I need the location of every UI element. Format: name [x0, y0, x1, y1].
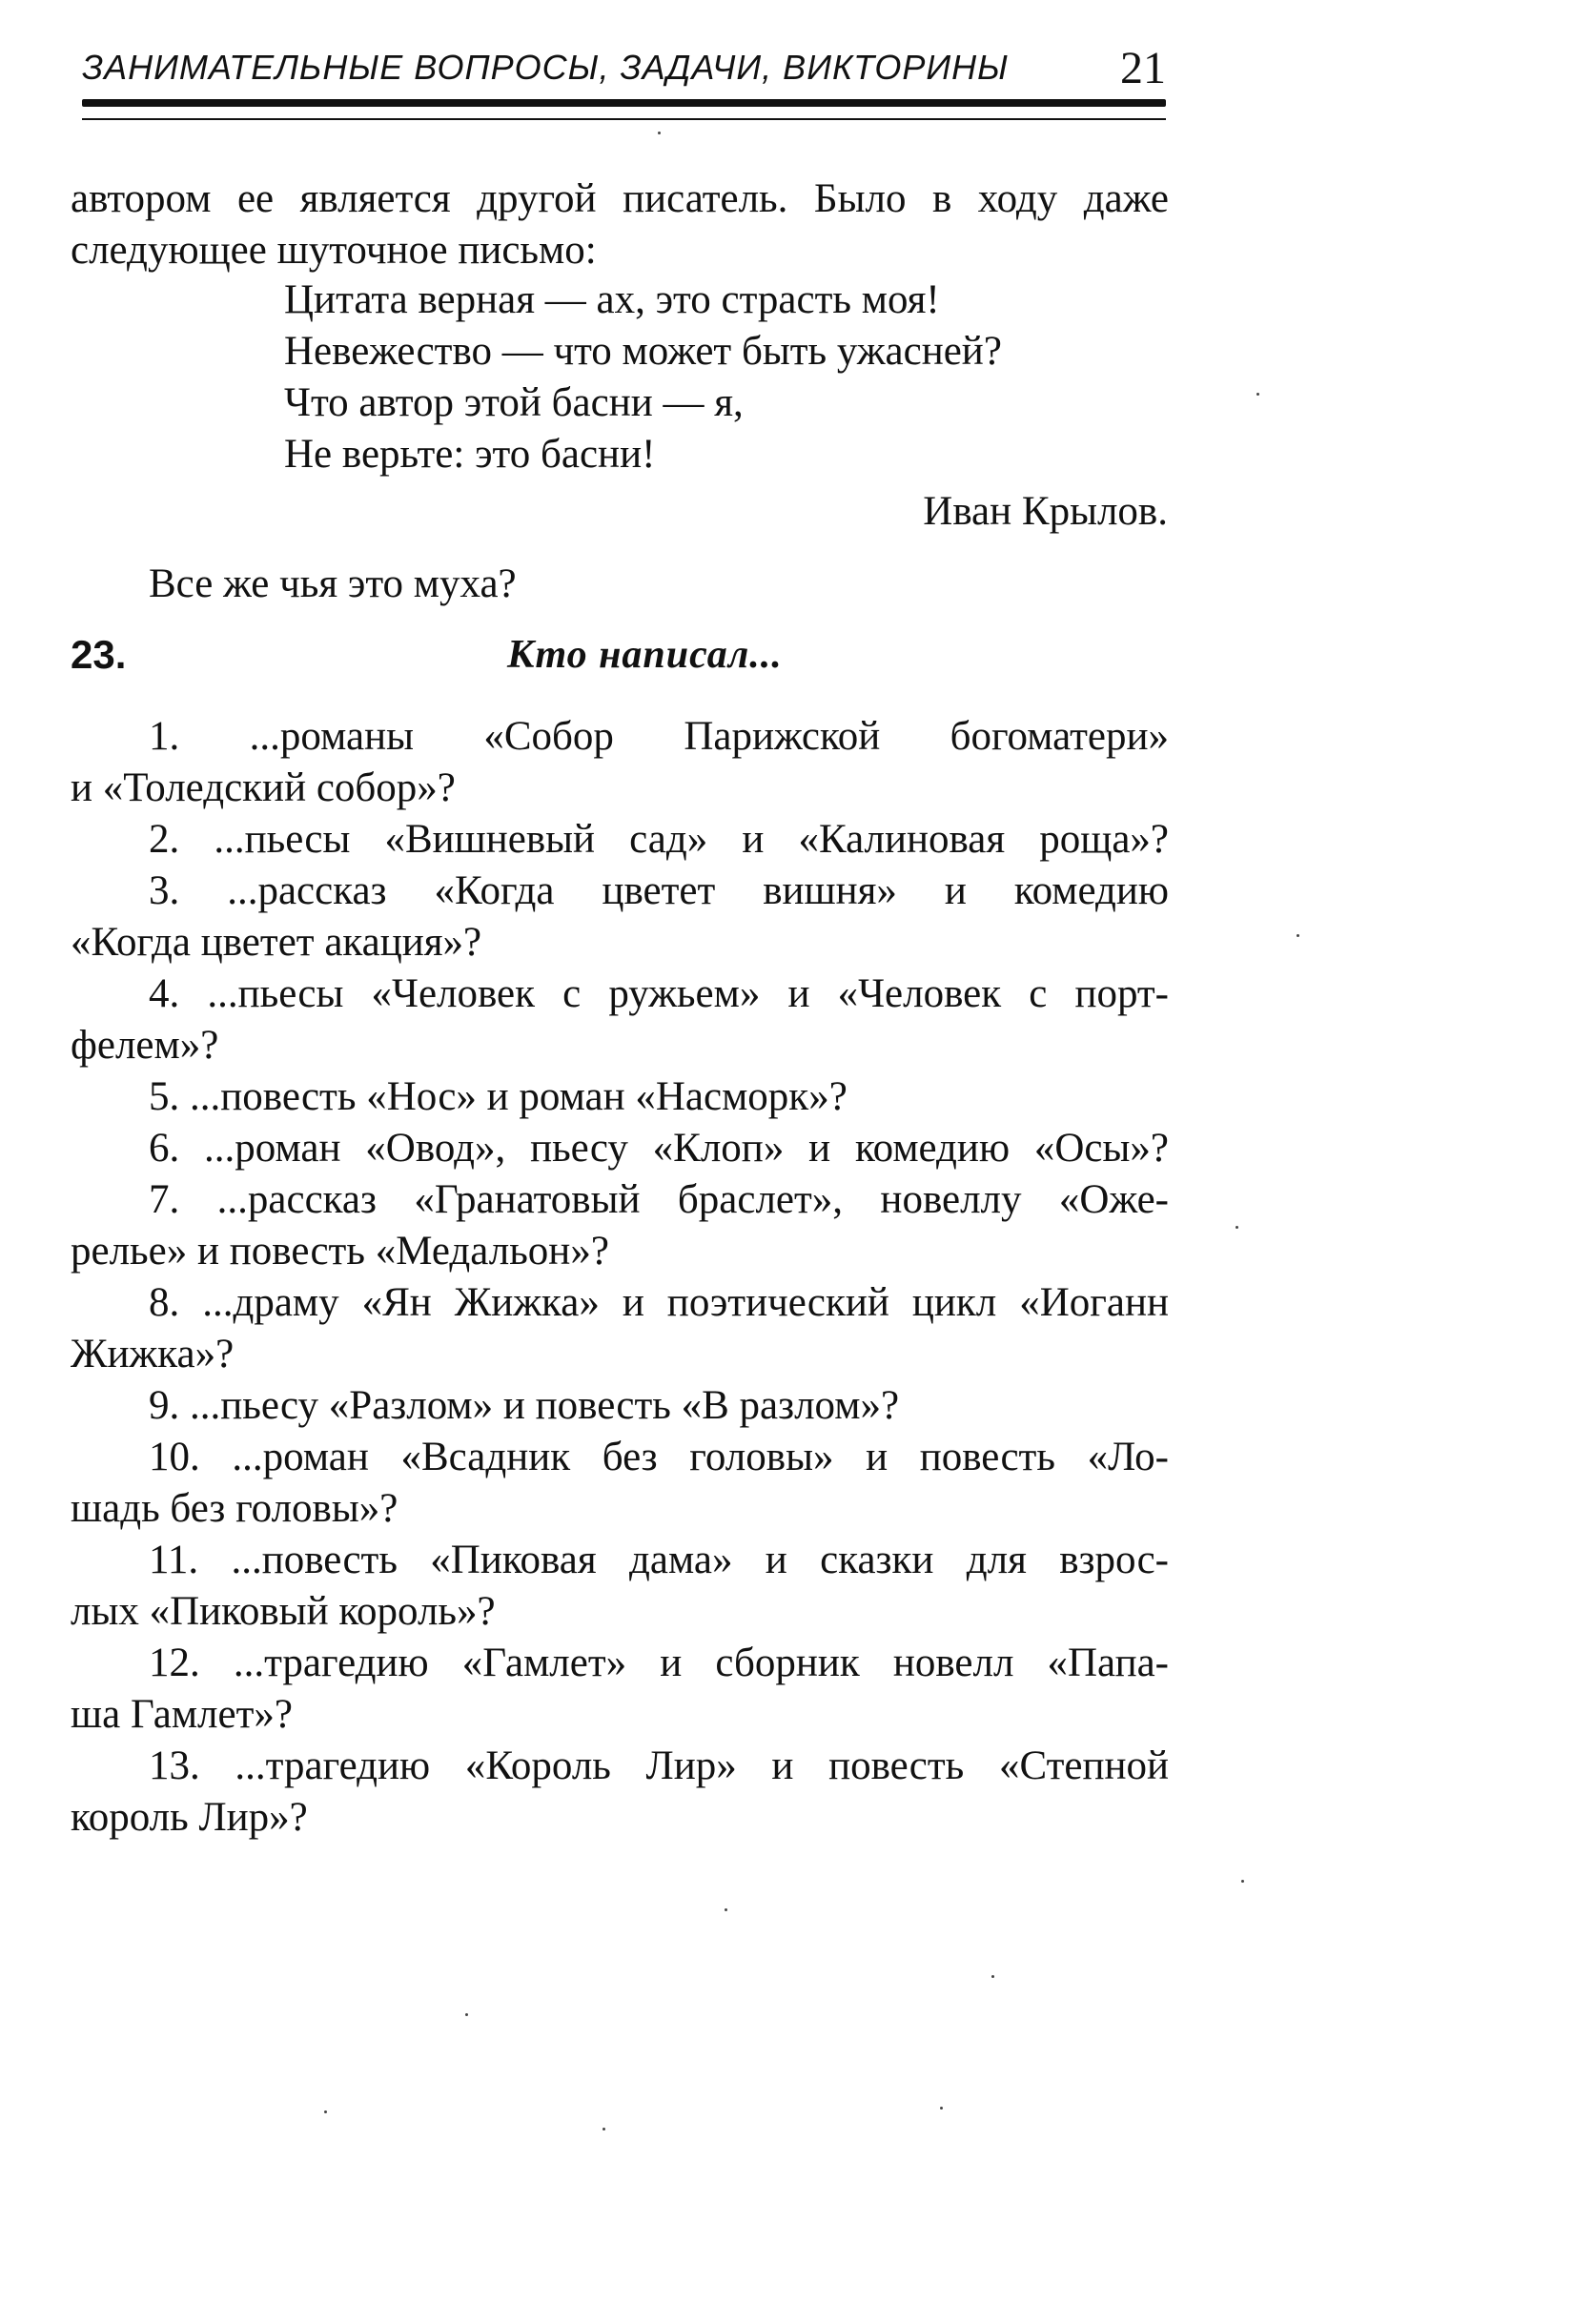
scan-speck: [1256, 393, 1259, 396]
list-item-11-line-2: лых «Пиковый король»?: [71, 1589, 496, 1634]
poem-signature: Иван Крылов.: [923, 489, 1168, 534]
list-item-10-line-2: шадь без головы»?: [71, 1486, 398, 1531]
list-item-7-line-1: 7. ...рассказ «Гранатовый браслет», новеллу «Оже-: [149, 1177, 1169, 1222]
scan-speck: [991, 1975, 994, 1978]
list-item-11-line-1: 11. ...повесть «Пиковая дама» и сказки для взрос-: [149, 1538, 1169, 1582]
poem-line-1: Цитата верная — ах, это страсть моя!: [284, 277, 940, 322]
list-item-3-line-1: 3. ...рассказ «Когда цветет вишня» и комедию: [149, 868, 1169, 913]
list-item-2-line-1: 2. ...пьесы «Вишневый сад» и «Калиновая роща»?: [149, 817, 1169, 862]
poem: [284, 275, 1142, 480]
list-item-1-line-1: 1. ...романы «Собор Парижской богоматери»: [149, 714, 1169, 759]
list-item-12-line-2: ша Гамлет»?: [71, 1692, 293, 1737]
question-list: [71, 711, 1169, 1844]
scan-speck: [324, 2110, 327, 2113]
poem-line-4: Не верьте: это басни!: [284, 432, 656, 477]
list-item-13-line-1: 13. ...трагедию «Король Лир» и повесть «Степной: [149, 1743, 1169, 1788]
scan-speck: [602, 2128, 605, 2130]
scan-speck: [940, 2107, 943, 2110]
list-item-8-line-2: Жижка»?: [71, 1332, 235, 1376]
section-title: Кто написал...: [507, 633, 783, 677]
intro-paragraph: [71, 173, 1169, 276]
scan-speck: [1236, 1226, 1238, 1229]
list-item-1-line-2: и «Толедский собор»?: [71, 765, 456, 810]
poem-line-2: Невежество — что может быть ужасней?: [284, 329, 1002, 374]
question-paragraph: [71, 559, 1169, 610]
scan-speck: [1241, 1880, 1244, 1883]
list-item-5-line-1: 5. ...повесть «Нос» и роман «Насморк»?: [149, 1074, 848, 1119]
list-item-9-line-1: 9. ...пьесу «Разлом» и повесть «В разлом»?: [149, 1383, 900, 1428]
running-header: [82, 42, 1166, 95]
list-item-13-line-2: король Лир»?: [71, 1795, 308, 1840]
poem-line-3: Что автор этой басни — я,: [284, 380, 744, 425]
section-number: 23.: [71, 632, 127, 677]
page-number: 21: [1120, 43, 1166, 93]
question-line: Все же чья это муха?: [149, 561, 517, 606]
list-item-12-line-1: 12. ...трагедию «Гамлет» и сборник новелл «Папа-: [149, 1641, 1169, 1685]
scan-speck: [1297, 934, 1299, 937]
running-title: ЗАНИМАТЕЛЬНЫЕ ВОПРОСЫ, ЗАДАЧИ, ВИКТОРИНЫ: [82, 48, 1010, 87]
scan-speck: [658, 132, 661, 134]
list-item-10-line-1: 10. ...роман «Всадник без головы» и повесть «Ло-: [149, 1435, 1169, 1479]
list-item-6-line-1: 6. ...роман «Овод», пьесу «Клоп» и комедию «Осы»?: [149, 1126, 1169, 1171]
list-item-7-line-2: релье» и повесть «Медальон»?: [71, 1229, 609, 1274]
header-rule-thick: [82, 99, 1166, 107]
list-item-3-line-2: «Когда цветет акация»?: [71, 920, 482, 965]
list-item-4-line-1: 4. ...пьесы «Человек с ружьем» и «Человек с порт-: [149, 971, 1169, 1016]
header-rule-thin: [82, 118, 1166, 120]
intro-line-2: следующее шуточное письмо:: [71, 228, 597, 273]
scan-speck: [465, 2013, 468, 2016]
list-item-4-line-2: фелем»?: [71, 1023, 219, 1068]
intro-line-1: автором ее является другой писатель. Было в ходу даже: [71, 176, 1169, 221]
list-item-8-line-1: 8. ...драму «Ян Жижка» и поэтический цикл «Иоганн: [149, 1280, 1169, 1325]
section-heading: [71, 632, 1169, 689]
scan-speck: [725, 1908, 727, 1911]
